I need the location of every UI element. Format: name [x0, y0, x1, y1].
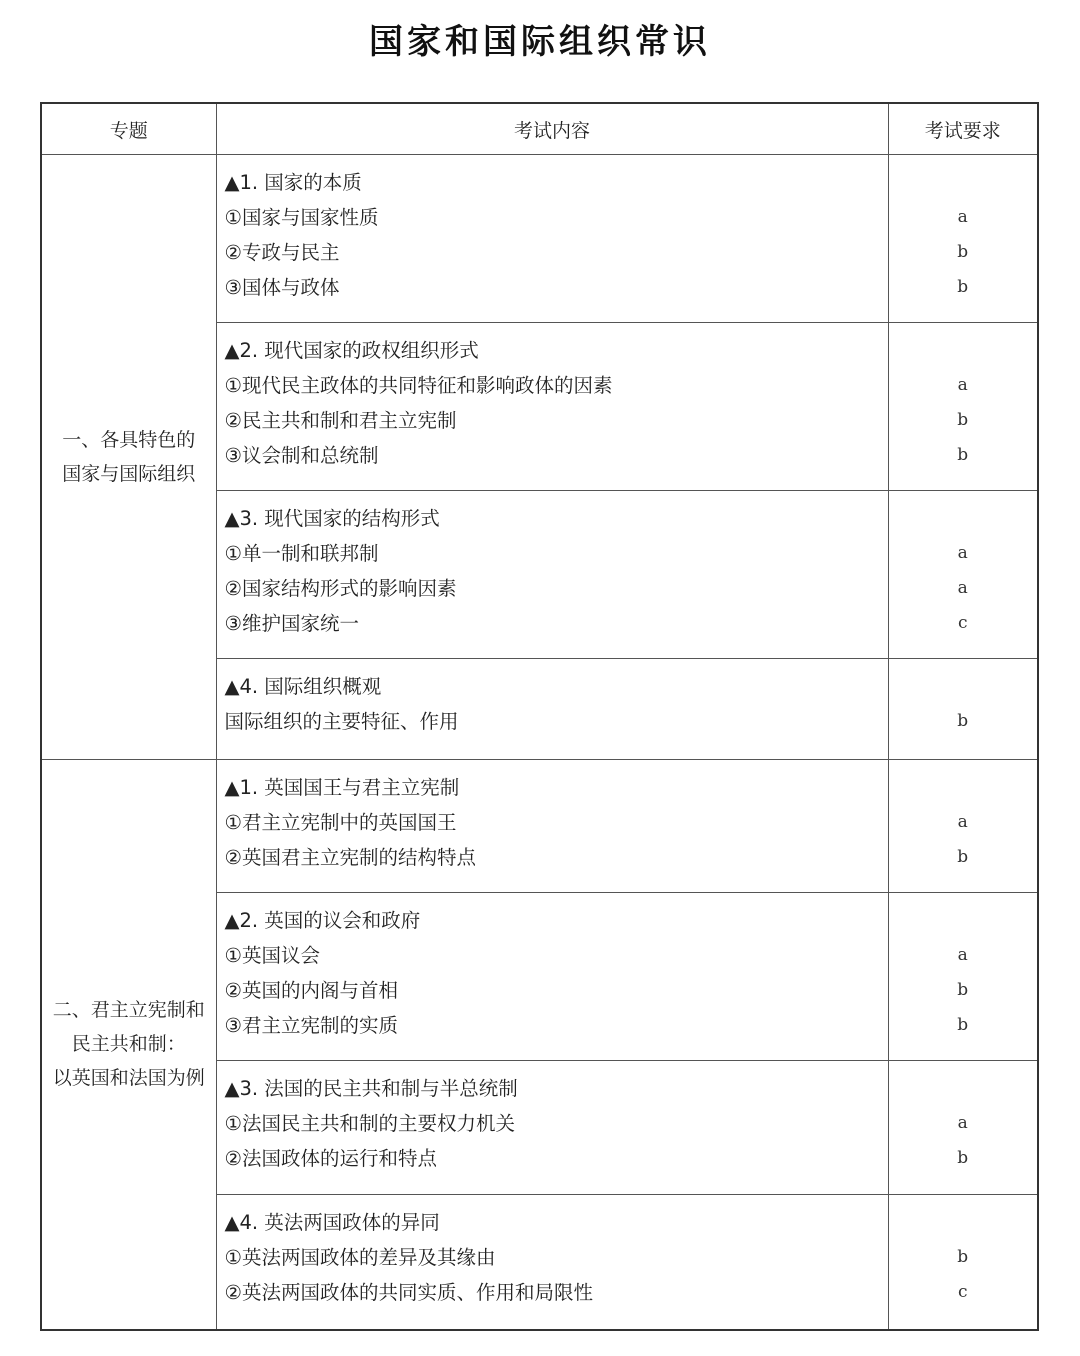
content-item: ①单一制和联邦制: [224, 542, 379, 565]
requirement-spacer: [889, 770, 1038, 805]
table-header-row: [41, 103, 1038, 155]
content-item: ③君主立宪制的实质: [224, 1014, 398, 1037]
content-item: ③维护国家统一: [224, 612, 359, 635]
requirement-cell: [888, 323, 1038, 491]
requirement-cell: [888, 1195, 1038, 1330]
requirement-level: a: [957, 578, 968, 598]
requirement-spacer: [889, 669, 1038, 704]
requirement-level: c: [957, 613, 968, 633]
topic-label-line: 民主共和制：: [71, 1033, 186, 1056]
content-item: ①英国议会: [224, 944, 320, 967]
content-item: ①国家与国家性质: [224, 206, 379, 229]
header-topic: 专题: [41, 103, 216, 155]
requirement-level: a: [957, 812, 968, 832]
section-heading: ▲4. 英法两国政体的异同: [224, 1211, 440, 1234]
section-heading: ▲2. 英国的议会和政府: [224, 909, 421, 932]
requirement-level: a: [957, 945, 968, 965]
content-item: ③国体与政体: [224, 276, 340, 299]
content-item: 国际组织的主要特征、作用: [224, 710, 459, 733]
content-cell: [216, 1195, 888, 1330]
syllabus-table: [40, 102, 1039, 1331]
requirement-cell: [888, 760, 1038, 893]
content-cell: [216, 1061, 888, 1195]
section-heading: ▲4. 国际组织概观: [224, 675, 382, 698]
topic-label-line: 二、君主立宪制和: [52, 999, 205, 1022]
section-heading: ▲3. 现代国家的结构形式: [224, 507, 440, 530]
requirement-level: a: [957, 207, 968, 227]
requirement-level: b: [957, 410, 969, 430]
topic-cell: [41, 155, 216, 760]
requirement-cell: [888, 659, 1038, 760]
section-heading: ▲3. 法国的民主共和制与半总统制: [224, 1077, 518, 1100]
content-cell: [216, 659, 888, 760]
requirement-level: b: [957, 711, 969, 731]
content-item: ①君主立宪制中的英国国王: [224, 811, 457, 834]
requirement-level: b: [957, 980, 969, 1000]
requirement-level: b: [957, 277, 969, 297]
requirement-level: b: [957, 1148, 969, 1168]
header-requirement: 考试要求: [888, 103, 1038, 155]
content-item: ②法国政体的运行和特点: [224, 1147, 437, 1170]
content-item: ②专政与民主: [224, 241, 340, 264]
table-row: [41, 760, 1038, 893]
requirement-spacer: [889, 1071, 1038, 1106]
content-cell: [216, 323, 888, 491]
table-row: [41, 155, 1038, 323]
requirement-cell: [888, 1061, 1038, 1195]
page-title: 国家和国际组织常识: [369, 22, 711, 62]
requirement-level: c: [957, 1282, 968, 1302]
topic-label-line: 国家与国际组织: [62, 463, 196, 485]
header-content: 考试内容: [216, 103, 888, 155]
content-cell: [216, 155, 888, 323]
requirement-level: b: [957, 847, 969, 867]
content-item: ③议会制和总统制: [224, 444, 379, 467]
requirement-spacer: [889, 1205, 1038, 1240]
requirement-spacer: [889, 903, 1038, 938]
section-heading: ▲2. 现代国家的政权组织形式: [224, 339, 479, 362]
requirement-spacer: [889, 333, 1038, 368]
requirement-cell: [888, 893, 1038, 1061]
content-item: ②英法两国政体的共同实质、作用和局限性: [224, 1281, 593, 1304]
requirement-level: a: [957, 1113, 968, 1133]
requirement-level: b: [957, 1015, 969, 1035]
content-item: ②英国君主立宪制的结构特点: [224, 846, 476, 869]
requirement-level: b: [957, 242, 969, 262]
section-heading: ▲1. 国家的本质: [224, 171, 362, 194]
topic-label-line: 一、各具特色的: [62, 429, 196, 451]
requirement-level: b: [957, 445, 969, 465]
content-item: ①英法两国政体的差异及其缘由: [224, 1246, 496, 1269]
topic-label-line: 以英国和法国为例: [52, 1067, 205, 1090]
requirement-level: a: [957, 543, 968, 563]
requirement-level: a: [957, 375, 968, 395]
content-cell: [216, 491, 888, 659]
requirement-cell: [888, 491, 1038, 659]
requirement-cell: [888, 155, 1038, 323]
content-item: ②国家结构形式的影响因素: [224, 577, 457, 600]
requirement-spacer: [889, 501, 1038, 536]
table-body: [41, 155, 1038, 1330]
content-item: ②民主共和制和君主立宪制: [224, 409, 457, 432]
content-item: ①现代民主政体的共同特征和影响政体的因素: [224, 374, 613, 397]
content-cell: [216, 760, 888, 893]
content-item: ①法国民主共和制的主要权力机关: [224, 1112, 515, 1135]
section-heading: ▲1. 英国国王与君主立宪制: [224, 776, 460, 799]
requirement-level: b: [957, 1247, 969, 1267]
content-item: ②英国的内阁与首相: [224, 979, 398, 1002]
requirement-spacer: [889, 165, 1038, 200]
topic-cell: [41, 760, 216, 1330]
content-cell: [216, 893, 888, 1061]
